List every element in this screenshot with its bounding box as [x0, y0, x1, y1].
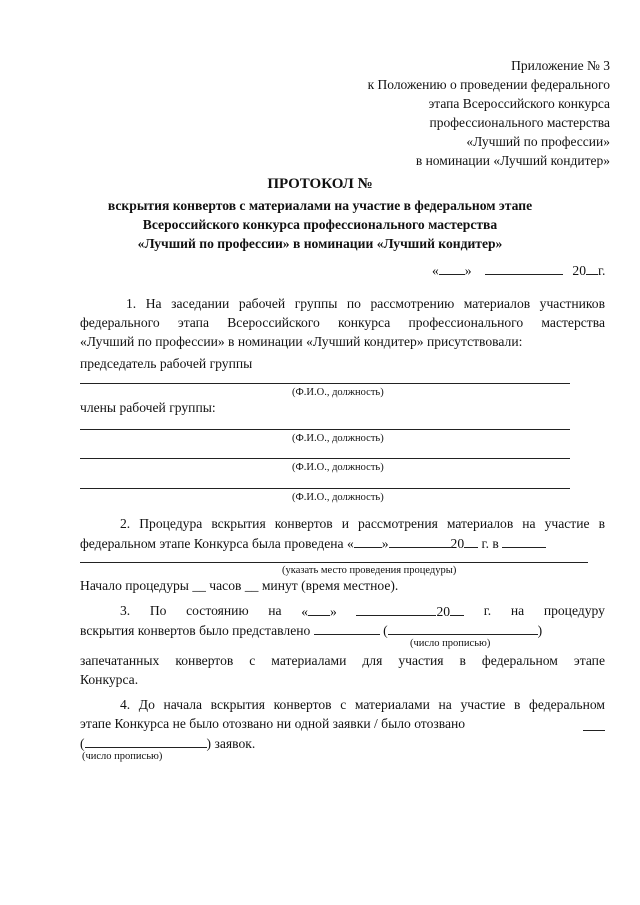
section3-word: По: [149, 603, 167, 618]
withdrawn-words-field[interactable]: [85, 735, 207, 748]
member-fio-field[interactable]: [80, 429, 570, 430]
section3-word: состоянию: [186, 603, 249, 618]
appendix-header: [368, 56, 610, 170]
fio-caption: (Ф.И.О., должность): [292, 462, 384, 473]
year-prefix: 20: [450, 536, 465, 551]
section2-line2: [80, 535, 546, 552]
fio-caption: (Ф.И.О., должность): [292, 433, 384, 444]
place-line[interactable]: [80, 562, 588, 563]
chair-label: председатель рабочей группы: [80, 356, 253, 371]
section4-end: ) заявок.: [206, 736, 256, 751]
chair-fio-field[interactable]: [80, 383, 570, 384]
section3-word: на: [510, 603, 525, 618]
section1-line2: федерального этапа Всероссийского конкурса профессионального мастерства: [80, 315, 605, 330]
day-field[interactable]: [308, 603, 330, 616]
paren-open: (: [80, 736, 85, 751]
section3-number: 3.: [120, 603, 131, 618]
subtitle-line: Всероссийского конкурса профессионального мастерства: [142, 217, 498, 232]
count-words-field[interactable]: [388, 622, 538, 635]
section3-line1: [120, 603, 605, 620]
start-time-line: Начало процедуры __ часов __ минут (время местное).: [80, 578, 399, 593]
quote-close: »: [381, 536, 389, 551]
paren-close: ): [537, 623, 543, 638]
quote-open: «: [301, 604, 309, 619]
section3-line3: запечатанных конвертов с материалами для участия в федеральном этапе: [80, 653, 605, 668]
year-field[interactable]: [464, 535, 478, 548]
section3-text: вскрытия конвертов было представлено: [80, 623, 311, 638]
date-line: [432, 262, 605, 279]
member-fio-field[interactable]: [80, 488, 570, 489]
fio-caption: (Ф.И.О., должность): [292, 492, 384, 503]
number-caption: (число прописью): [82, 751, 163, 762]
place-caption: (указать место проведения процедуры): [282, 565, 457, 576]
appendix-line: к Положению о проведении федерального: [367, 77, 610, 92]
section3-word: на: [268, 603, 282, 618]
section4-line1: 4. До начала вскрытия конвертов с материалами на участие в федеральном: [120, 697, 605, 712]
year-suffix: г. в: [481, 536, 499, 551]
section3-date-year: [356, 603, 464, 620]
protocol-subtitle: [60, 196, 580, 253]
section1-line1: 1. На заседании рабочей группы по рассмотрению материалов участников: [126, 296, 605, 311]
year-field[interactable]: [586, 262, 598, 275]
section2-line1: 2. Процедура вскрытия конвертов и рассмотрения материалов на участие в: [120, 516, 605, 531]
count-field[interactable]: [314, 622, 380, 635]
section1-line3: «Лучший по профессии» в номинации «Лучший кондитер» присутствовали:: [80, 334, 523, 349]
appendix-line: в номинации «Лучший кондитер»: [415, 153, 610, 168]
quote-close: »: [464, 263, 472, 278]
year-prefix: 20: [572, 263, 586, 278]
section3-word: процедуру: [543, 603, 605, 618]
quote-close: »: [330, 604, 337, 619]
year-suffix: г.: [598, 263, 606, 278]
section4-line2: [80, 716, 605, 732]
place-field[interactable]: [502, 535, 546, 548]
section3-date-day: [301, 603, 337, 620]
withdrawn-count-field[interactable]: [583, 718, 605, 731]
member-fio-field[interactable]: [80, 458, 570, 459]
paren-open: (: [383, 623, 388, 638]
day-field[interactable]: [439, 262, 465, 275]
month-field[interactable]: [356, 603, 436, 616]
year-field[interactable]: [450, 603, 464, 616]
section4-text: этапе Конкурса не было отозвано ни одной заявки / было отозвано: [80, 716, 466, 731]
month-field[interactable]: [485, 262, 563, 275]
appendix-line: «Лучший по профессии»: [466, 134, 610, 149]
number-caption: (число прописью): [410, 638, 491, 649]
subtitle-line: вскрытия конвертов с материалами на участие в федеральном этапе: [107, 198, 533, 213]
section2-text: федеральном этапе Конкурса была проведена «: [80, 536, 354, 551]
day-field[interactable]: [354, 535, 382, 548]
protocol-title: ПРОТОКОЛ №: [267, 176, 373, 192]
year-suffix: г.: [483, 603, 492, 618]
section3-line2: [80, 622, 542, 639]
month-field[interactable]: [389, 535, 451, 548]
section3-line4: Конкурса.: [80, 672, 139, 687]
appendix-line: профессионального мастерства: [429, 115, 610, 130]
quote-open: «: [432, 263, 439, 278]
subtitle-line: «Лучший по профессии» в номинации «Лучший кондитер»: [137, 236, 503, 251]
fio-caption: (Ф.И.О., должность): [292, 387, 384, 398]
members-label: члены рабочей группы:: [80, 400, 216, 415]
section4-line3: [80, 735, 255, 752]
appendix-line: этапа Всероссийского конкурса: [428, 96, 610, 111]
year-prefix: 20: [436, 604, 451, 619]
appendix-line: Приложение № 3: [511, 58, 610, 73]
